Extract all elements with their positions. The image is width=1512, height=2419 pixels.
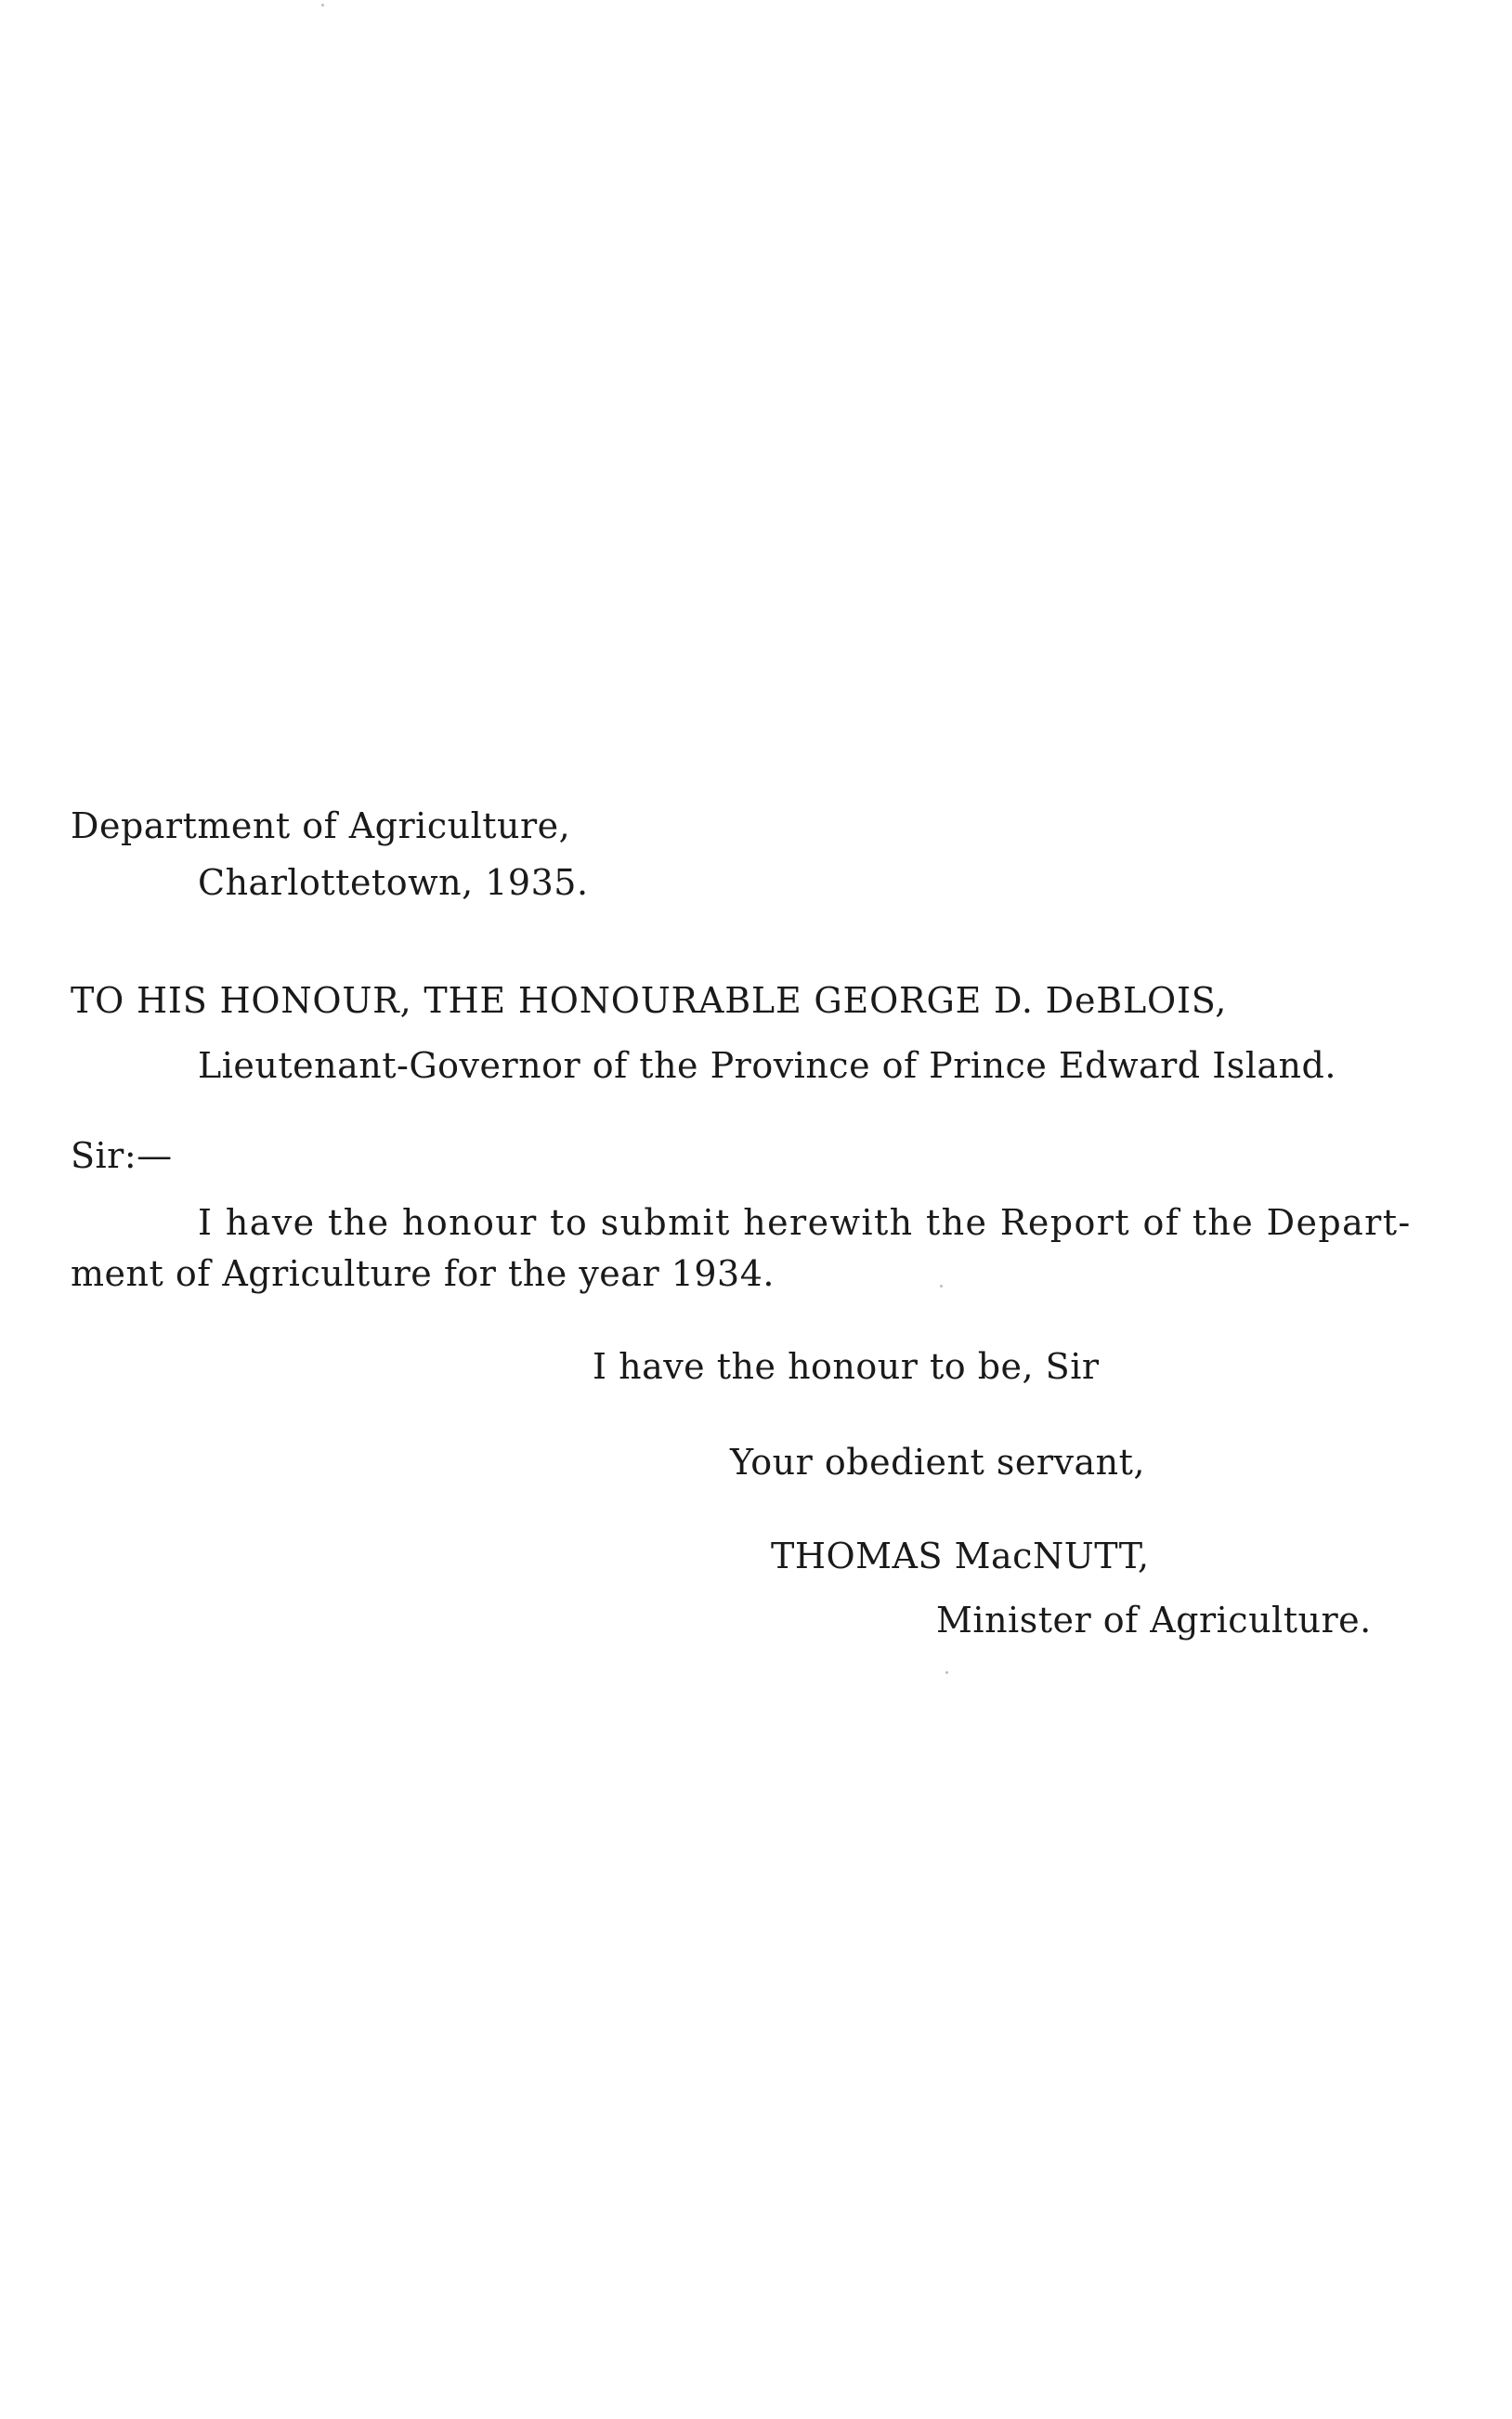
paper-speck [321, 4, 324, 7]
signatory-title: Minister of Agriculture. [936, 1600, 1372, 1641]
sender-place-date: Charlottetown, 1935. [198, 862, 589, 903]
body-text-line-1: I have the honour to submit herewith the Report of the Depart- [198, 1202, 1412, 1243]
salutation: Sir:— [71, 1135, 173, 1176]
sender-department: Department of Agriculture, [71, 805, 571, 846]
addressee-title: Lieutenant-Governor of the Province of Prince Edward Island. [198, 1045, 1336, 1086]
body-text-line-2: ment of Agriculture for the year 1934. [71, 1253, 775, 1294]
closing-line: I have the honour to be, Sir [593, 1346, 1100, 1387]
signatory-name: THOMAS MacNUTT, [771, 1536, 1150, 1576]
addressee-name: TO HIS HONOUR, THE HONOURABLE GEORGE D. DeBLOIS, [71, 980, 1228, 1021]
paper-speck [940, 1285, 943, 1288]
valediction: Your obedient servant, [730, 1442, 1145, 1483]
paper-speck [945, 1671, 948, 1674]
